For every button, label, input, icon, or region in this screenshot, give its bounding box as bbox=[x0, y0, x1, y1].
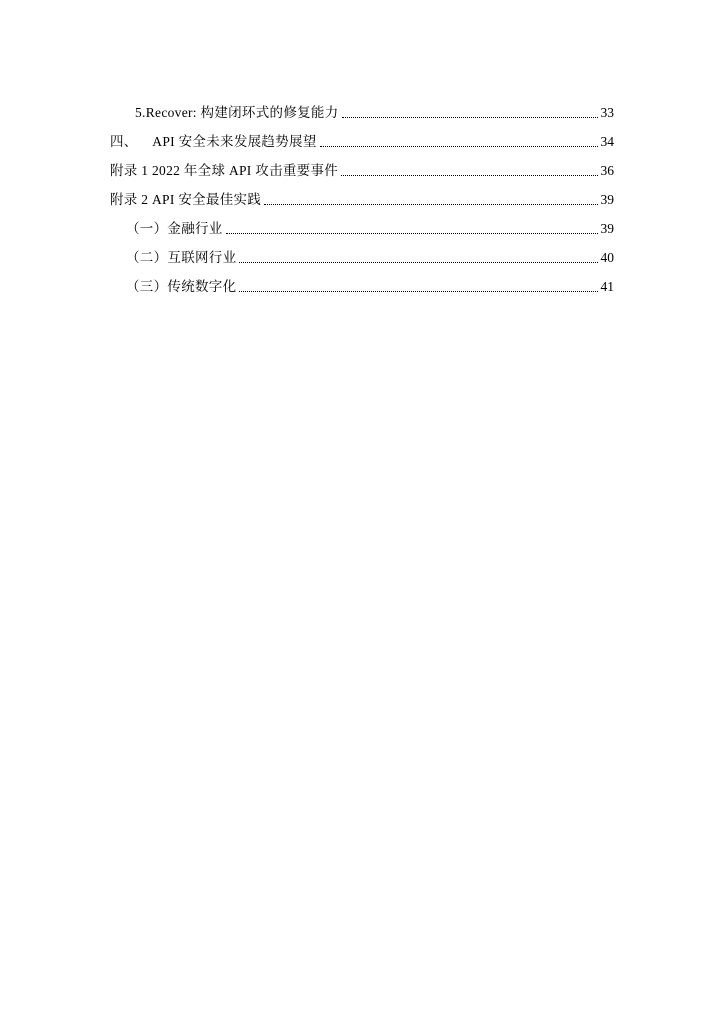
toc-dot-leader bbox=[341, 174, 597, 176]
toc-dot-leader bbox=[264, 203, 597, 205]
toc-entry-page: 39 bbox=[600, 192, 614, 207]
toc-dot-leader bbox=[239, 261, 597, 263]
toc-entry-page: 33 bbox=[600, 105, 614, 120]
toc-entry[interactable] bbox=[110, 179, 614, 208]
toc-dot-leader bbox=[342, 116, 598, 118]
toc-entry-page: 39 bbox=[600, 221, 614, 236]
toc-entry[interactable] bbox=[110, 92, 614, 121]
toc-dot-leader bbox=[320, 145, 598, 147]
toc-entry-title: 附录 2 API 安全最佳实践 bbox=[110, 192, 262, 207]
toc-entry[interactable] bbox=[110, 121, 614, 150]
toc-entry-title: 5.Recover: 构建闭环式的修复能力 bbox=[135, 105, 339, 120]
table-of-contents bbox=[110, 92, 614, 295]
toc-entry-page: 34 bbox=[600, 134, 614, 149]
toc-entry-title: （一）金融行业 bbox=[126, 221, 223, 236]
toc-entry-title: 附录 1 2022 年全球 API 攻击重要事件 bbox=[110, 163, 339, 178]
toc-entry-title: 四、 API 安全未来发展趋势展望 bbox=[110, 134, 317, 149]
toc-entry[interactable] bbox=[110, 208, 614, 237]
toc-entry-page: 41 bbox=[600, 279, 614, 294]
toc-entry[interactable] bbox=[110, 150, 614, 179]
toc-dot-leader bbox=[226, 232, 598, 234]
toc-entry-page: 40 bbox=[600, 250, 614, 265]
toc-entry-title: （二）互联网行业 bbox=[126, 250, 237, 265]
toc-dot-leader bbox=[239, 290, 597, 292]
toc-entry[interactable] bbox=[110, 237, 614, 266]
toc-entry[interactable] bbox=[110, 266, 614, 295]
toc-entry-page: 36 bbox=[600, 163, 614, 178]
toc-entry-title: （三）传统数字化 bbox=[126, 279, 237, 294]
